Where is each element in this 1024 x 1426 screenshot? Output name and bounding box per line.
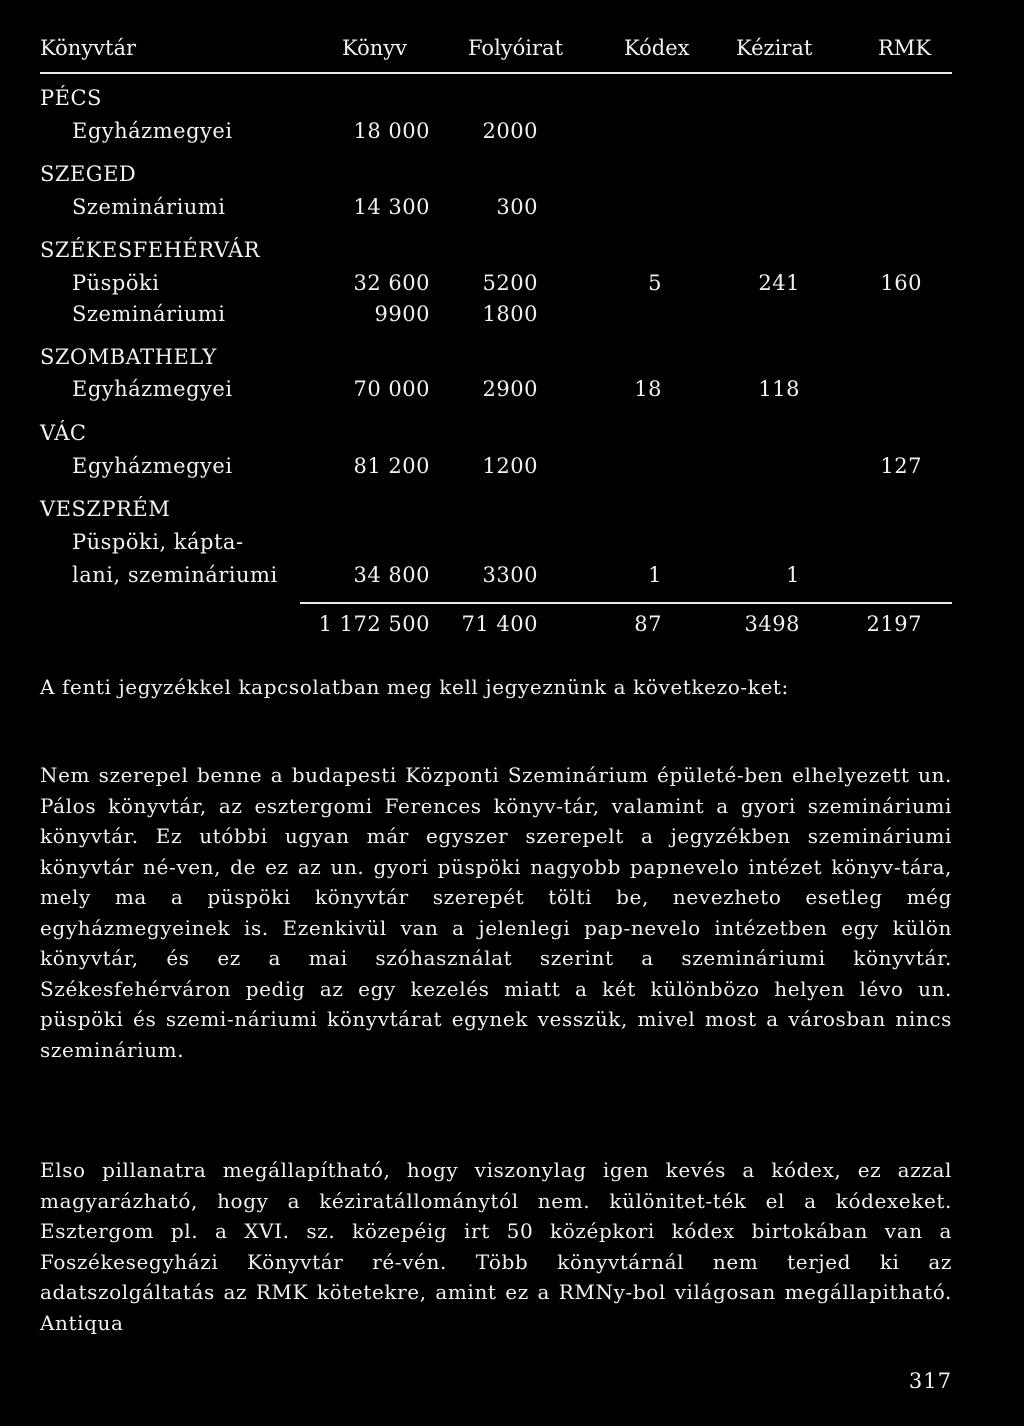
cell-book: 14 300 — [353, 195, 430, 219]
table-row — [0, 195, 1024, 225]
table-row — [0, 454, 1024, 484]
table-row — [0, 119, 1024, 149]
table-row — [0, 530, 1024, 560]
total-rmk: 2197 — [866, 612, 922, 636]
institution-name: Püspöki — [72, 271, 160, 295]
city-name: SZOMBATHELY — [40, 345, 217, 369]
city-row — [0, 162, 1024, 192]
institution-name: Szemináriumi — [72, 195, 226, 219]
cell-book: 70 000 — [353, 377, 430, 401]
total-manuscript: 3498 — [744, 612, 800, 636]
institution-name: Püspöki, kápta- — [72, 530, 244, 554]
cell-rmk: 160 — [880, 271, 922, 295]
city-row — [0, 86, 1024, 116]
city-row — [0, 345, 1024, 375]
cell-periodical: 1800 — [482, 302, 538, 326]
table-row — [0, 563, 1024, 593]
total-book: 1 172 500 — [318, 612, 430, 636]
paragraph: Elso pillanatra megállapítható, hogy viszonylag igen kevés a kódex, ez azzal magyarázható, hogy a kéziratállománytól nem. különitet-ték el a kódexeket. Esztergom pl. a XVI. sz. közepéig irt 50 középkori kódex birtokában van a Foszékesegyházi Könyvtár ré-vén. Több könyvtárnál nem terjed ki az adatszolgáltatás az RMK kötetekre, amint ez a RMNy-bol világosan megállapitható. Antiqua — [40, 1158, 952, 1335]
city-name: PÉCS — [40, 86, 102, 110]
cell-book: 34 800 — [353, 563, 430, 587]
city-name: SZÉKESFEHÉRVÁR — [40, 238, 261, 262]
cell-periodical: 3300 — [482, 563, 538, 587]
header-book: Könyv — [342, 36, 408, 60]
table-row — [0, 377, 1024, 407]
cell-codex: 1 — [648, 563, 662, 587]
cell-book: 9900 — [374, 302, 430, 326]
totals-row — [0, 612, 1024, 642]
cell-periodical: 2900 — [482, 377, 538, 401]
cell-manuscript: 118 — [758, 377, 800, 401]
header-periodical: Folyóirat — [468, 36, 564, 60]
table-row — [0, 271, 1024, 301]
cell-periodical: 1200 — [482, 454, 538, 478]
institution-name: lani, szemináriumi — [72, 563, 278, 587]
cell-periodical: 5200 — [482, 271, 538, 295]
header-library: Könyvtár — [40, 36, 137, 60]
cell-periodical: 2000 — [482, 119, 538, 143]
total-periodical: 71 400 — [461, 612, 538, 636]
header-rmk: RMK — [878, 36, 932, 60]
total-codex: 87 — [634, 612, 662, 636]
cell-manuscript: 1 — [786, 563, 800, 587]
institution-name: Egyházmegyei — [72, 454, 233, 478]
totals-rule — [300, 602, 952, 604]
city-row — [0, 238, 1024, 268]
cell-codex: 5 — [648, 271, 662, 295]
cell-book: 18 000 — [353, 119, 430, 143]
table-header — [40, 36, 952, 68]
city-name: SZEGED — [40, 162, 137, 186]
institution-name: Egyházmegyei — [72, 119, 233, 143]
institution-name: Szemináriumi — [72, 302, 226, 326]
cell-rmk: 127 — [880, 454, 922, 478]
cell-manuscript: 241 — [758, 271, 800, 295]
city-name: VESZPRÉM — [40, 497, 171, 521]
header-rule — [40, 72, 952, 74]
city-row — [0, 421, 1024, 451]
institution-name: Egyházmegyei — [72, 377, 233, 401]
cell-book: 32 600 — [353, 271, 430, 295]
table-row — [0, 302, 1024, 332]
city-name: VÁC — [40, 421, 87, 445]
header-manuscript: Kézirat — [736, 36, 813, 60]
page-number: 317 — [908, 1369, 952, 1393]
cell-codex: 18 — [634, 377, 662, 401]
header-codex: Kódex — [624, 36, 690, 60]
cell-book: 81 200 — [353, 454, 430, 478]
paragraph: Nem szerepel benne a budapesti Központi Szeminárium épületé-ben elhelyezett un. Pálos könyvtár, az esztergomi Ferences könyv-tár, valamint a gyori szemináriumi könyvtár. Ez utóbbi ugyan már egyszer szerepelt a jegyzékben szemináriumi könyvtár né-ven, de ez az un. gyori püspöki nagyobb papnevelo intézet könyv-tára, mely ma a püspöki könyvtár szerepét tölti be, nevezheto esetleg még egyházmegyeinek is. Ezenkivül van a jelenlegi pap-nevelo intézetben egy külön könyvtár, és ez a mai szóhasználat szerint a szemináriumi könyvtár. Székesfehérváron pedig az egy kezelés miatt a két különbözo helyen lévo un. püspöki és szemi-náriumi könyvtárat egynek vesszük, mivel most a városban nincs szeminárium. — [40, 763, 952, 1062]
paragraph: A fenti jegyzékkel kapcsolatban meg kell jegyeznünk a következo-ket: — [40, 675, 789, 699]
cell-periodical: 300 — [496, 195, 538, 219]
city-row — [0, 497, 1024, 527]
